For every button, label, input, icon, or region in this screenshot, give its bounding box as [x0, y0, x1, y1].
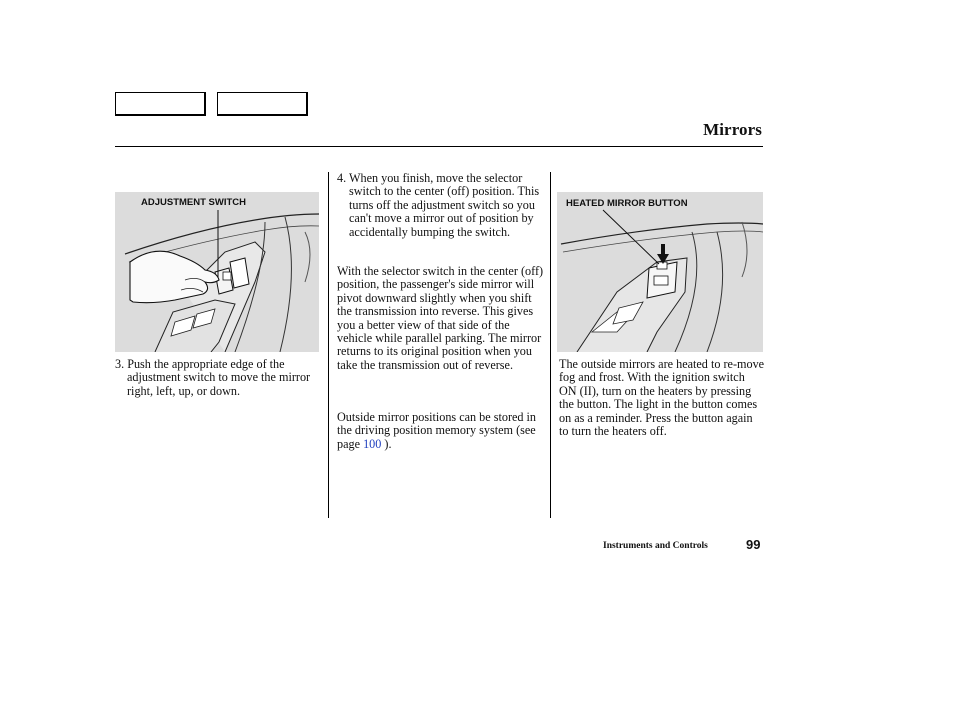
heated-mirror-paragraph: The outside mirrors are heated to re-move fog and frost. With the ignition switch ON (II), turn on the heaters by pressing the button. The light in the button comes on as a reminder. Press the button again to turn the heaters off.	[559, 357, 765, 439]
step-4-text: 4. When you finish, move the selector switch to the center (off) position. This turns off the adjustment switch so you can't move a mirror out of position by accidentally bumping the switch.	[337, 171, 540, 239]
footer-section-name: Instruments and Controls	[603, 541, 708, 551]
memory-paragraph-end: ).	[381, 436, 392, 451]
page-100-link[interactable]: 100	[363, 436, 382, 451]
page-number: 99	[746, 537, 761, 552]
adjustment-switch-label: ADJUSTMENT SWITCH	[141, 197, 247, 208]
nav-tab-previous[interactable]	[115, 92, 206, 116]
heated-mirror-figure	[557, 192, 763, 352]
memory-paragraph-text: Outside mirror positions can be stored in the driving position memory system (see page	[337, 410, 537, 451]
memory-paragraph	[337, 411, 542, 451]
adjustment-switch-figure	[115, 192, 319, 352]
page-title: Mirrors	[703, 120, 762, 139]
step-3-text: 3. Push the appropriate edge of the adjustment switch to move the mirror right, left, up, or down.	[115, 357, 311, 398]
heated-mirror-label: HEATED MIRROR BUTTON	[566, 198, 688, 209]
title-rule	[115, 146, 763, 147]
adjustment-switch-illustration	[115, 192, 319, 352]
column-divider-left	[328, 172, 329, 518]
nav-tab-next[interactable]	[217, 92, 308, 116]
heated-mirror-illustration	[557, 192, 763, 352]
selector-switch-paragraph: With the selector switch in the center (off) position, the passenger's side mirror will pivot downward slightly when you shift the transmission into reverse. This gives you a better view of that side of the vehicle while parallel parking. The mirror returns to its original position when you take the transmission out of reverse.	[337, 264, 544, 372]
